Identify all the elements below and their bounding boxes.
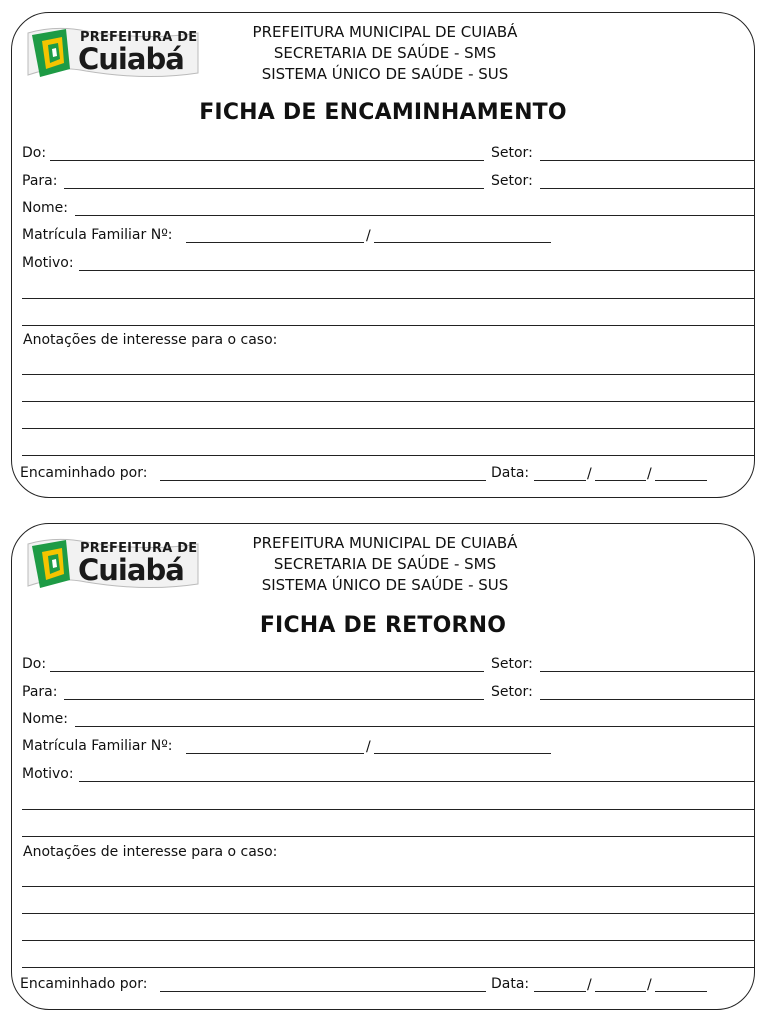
row-nome (22, 709, 754, 729)
row-matricula (22, 736, 754, 756)
label-do: Do: (22, 656, 47, 672)
matricula-slash: / (366, 739, 371, 755)
row-anotacoes-line (22, 923, 754, 943)
field-data-day[interactable] (534, 991, 586, 992)
field-anotacoes-line[interactable] (22, 940, 754, 941)
label-motivo: Motivo: (22, 255, 74, 271)
row-matricula (22, 225, 754, 245)
field-anotacoes-line[interactable] (22, 374, 754, 375)
label-data: Data: (491, 465, 530, 481)
row-anotacoes (22, 842, 754, 862)
field-anotacoes-line[interactable] (22, 401, 754, 402)
header-line-2: SECRETARIA DE SAÚDE - SMS (273, 555, 497, 573)
form-retorno (11, 523, 755, 1010)
row-encaminhado (20, 463, 754, 483)
label-anotacoes: Anotações de interesse para o caso: (23, 332, 278, 348)
field-data-month[interactable] (595, 991, 646, 992)
row-anotacoes-line (22, 384, 754, 404)
label-nome: Nome: (22, 200, 69, 216)
label-data: Data: (491, 976, 530, 992)
field-motivo-line[interactable] (22, 298, 754, 299)
label-para: Para: (22, 684, 58, 700)
logo-text-main: Cuiabá (78, 42, 184, 76)
logo-text-top: PREFEITURA DE (80, 541, 198, 556)
field-motivo-line[interactable] (22, 809, 754, 810)
row-motivo-cont (22, 819, 754, 839)
label-do: Do: (22, 145, 47, 161)
field-para[interactable] (64, 188, 484, 189)
form-title: FICHA DE RETORNO (259, 613, 507, 638)
logo-text-main: Cuiabá (78, 553, 184, 587)
field-nome[interactable] (75, 726, 754, 727)
row-do (22, 143, 754, 163)
label-setor: Setor: (491, 656, 533, 672)
form-encaminhamento (11, 12, 755, 498)
header-line-2: SECRETARIA DE SAÚDE - SMS (273, 44, 497, 62)
field-do[interactable] (50, 160, 484, 161)
row-motivo-cont (22, 281, 754, 301)
label-setor: Setor: (491, 173, 533, 189)
row-motivo (22, 764, 754, 784)
label-motivo: Motivo: (22, 766, 74, 782)
field-para[interactable] (64, 699, 484, 700)
row-nome (22, 198, 754, 218)
row-para (22, 682, 754, 702)
field-anotacoes-line[interactable] (22, 455, 754, 456)
row-motivo-cont (22, 308, 754, 328)
field-data-month[interactable] (595, 480, 646, 481)
field-matricula-2[interactable] (374, 242, 551, 243)
field-anotacoes-line[interactable] (22, 967, 754, 968)
row-anotacoes-line (22, 438, 754, 458)
header-line-1: PREFEITURA MUNICIPAL DE CUIABÁ (252, 534, 518, 552)
field-setor[interactable] (540, 188, 754, 189)
row-anotacoes-line (22, 357, 754, 377)
data-slash: / (647, 977, 652, 993)
field-encaminhado[interactable] (160, 480, 486, 481)
row-anotacoes-line (22, 411, 754, 431)
field-do[interactable] (50, 671, 484, 672)
field-motivo-line[interactable] (22, 836, 754, 837)
row-para (22, 171, 754, 191)
label-setor: Setor: (491, 684, 533, 700)
prefeitura-logo (26, 23, 200, 81)
label-para: Para: (22, 173, 58, 189)
row-motivo-cont (22, 792, 754, 812)
label-encaminhado: Encaminhado por: (20, 976, 148, 992)
data-slash: / (647, 466, 652, 482)
header-line-3: SISTEMA ÚNICO DE SAÚDE - SUS (261, 576, 509, 594)
field-anotacoes-line[interactable] (22, 913, 754, 914)
field-matricula-1[interactable] (186, 242, 364, 243)
row-do (22, 654, 754, 674)
row-anotacoes-line (22, 950, 754, 970)
header-line-3: SISTEMA ÚNICO DE SAÚDE - SUS (261, 65, 509, 83)
label-nome: Nome: (22, 711, 69, 727)
field-encaminhado[interactable] (160, 991, 486, 992)
label-anotacoes: Anotações de interesse para o caso: (23, 844, 278, 860)
form-title: FICHA DE ENCAMINHAMENTO (199, 100, 567, 125)
field-data-year[interactable] (655, 991, 707, 992)
row-encaminhado (20, 974, 754, 994)
label-matricula: Matrícula Familiar Nº: (22, 738, 173, 754)
field-motivo[interactable] (79, 270, 754, 271)
field-setor[interactable] (540, 160, 754, 161)
field-matricula-2[interactable] (374, 753, 551, 754)
field-matricula-1[interactable] (186, 753, 364, 754)
field-motivo[interactable] (79, 781, 754, 782)
row-anotacoes-line (22, 896, 754, 916)
label-encaminhado: Encaminhado por: (20, 465, 148, 481)
field-nome[interactable] (75, 215, 754, 216)
header-line-1: PREFEITURA MUNICIPAL DE CUIABÁ (252, 23, 518, 41)
field-data-day[interactable] (534, 480, 586, 481)
field-anotacoes-line[interactable] (22, 428, 754, 429)
field-anotacoes-line[interactable] (22, 886, 754, 887)
row-motivo (22, 253, 754, 273)
field-setor[interactable] (540, 671, 754, 672)
field-setor[interactable] (540, 699, 754, 700)
field-data-year[interactable] (655, 480, 707, 481)
logo-text-top: PREFEITURA DE (80, 30, 198, 45)
matricula-slash: / (366, 228, 371, 244)
row-anotacoes (22, 330, 754, 350)
field-motivo-line[interactable] (22, 325, 754, 326)
data-slash: / (587, 977, 592, 993)
row-anotacoes-line (22, 869, 754, 889)
label-matricula: Matrícula Familiar Nº: (22, 227, 173, 243)
label-setor: Setor: (491, 145, 533, 161)
data-slash: / (587, 466, 592, 482)
prefeitura-logo (26, 534, 200, 592)
